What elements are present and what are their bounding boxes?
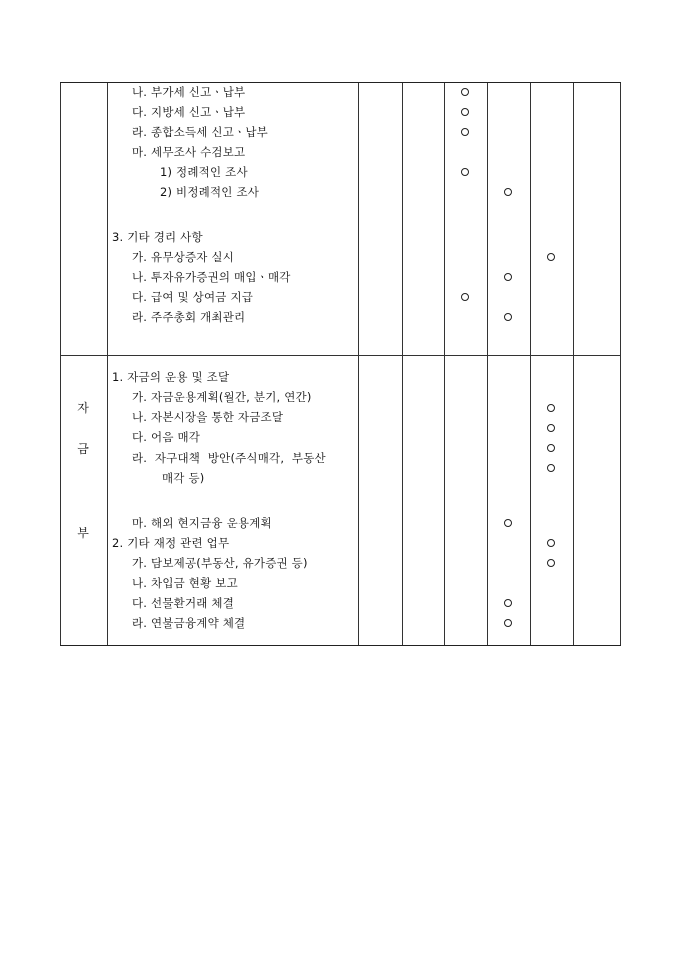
column-divider — [487, 83, 488, 645]
task-label-continuation: 매각 등) — [162, 471, 205, 485]
task-label: 라. 자구대책 방안(주식매각, 부동산 — [132, 451, 326, 465]
task-label: 나. 자본시장을 통한 자금조달 — [132, 410, 284, 424]
approval-circle-mark — [504, 188, 512, 196]
task-label: 마. 해외 현지금융 운용계획 — [132, 516, 272, 530]
task-label: 다. 급여 및 상여금 지급 — [132, 290, 254, 304]
department-label: 자 — [77, 401, 89, 415]
column-divider — [402, 83, 403, 645]
task-label: 라. 종합소득세 신고ㆍ납부 — [132, 125, 268, 139]
column-divider — [530, 83, 531, 645]
approval-circle-mark — [547, 539, 555, 547]
approval-circle-mark — [547, 253, 555, 261]
section-divider — [60, 355, 621, 356]
task-label: 라. 주주총회 개최관리 — [132, 310, 246, 324]
column-divider — [358, 83, 359, 645]
task-label: 나. 부가세 신고ㆍ납부 — [132, 85, 246, 99]
section-heading: 1. 자금의 운용 및 조달 — [112, 370, 230, 384]
task-label: 2) 비정례적인 조사 — [160, 185, 260, 199]
section-heading: 3. 기타 경리 사항 — [112, 230, 203, 244]
approval-circle-mark — [547, 404, 555, 412]
approval-circle-mark — [547, 559, 555, 567]
approval-authority-table — [60, 82, 621, 646]
approval-circle-mark — [504, 273, 512, 281]
task-label: 마. 세무조사 수검보고 — [132, 145, 246, 159]
column-divider — [444, 83, 445, 645]
task-label: 가. 담보제공(부동산, 유가증권 등) — [132, 556, 308, 570]
approval-circle-mark — [461, 108, 469, 116]
approval-circle-mark — [461, 88, 469, 96]
approval-circle-mark — [504, 519, 512, 527]
task-label: 나. 투자유가증권의 매입ㆍ매각 — [132, 270, 291, 284]
approval-circle-mark — [504, 599, 512, 607]
approval-circle-mark — [461, 128, 469, 136]
table-border-right — [620, 83, 621, 645]
task-label: 다. 지방세 신고ㆍ납부 — [132, 105, 246, 119]
section-heading: 2. 기타 재정 관련 업무 — [112, 536, 230, 550]
approval-circle-mark — [504, 313, 512, 321]
task-label: 라. 연불금융계약 체결 — [132, 616, 246, 630]
task-label: 1) 정례적인 조사 — [160, 165, 248, 179]
task-label: 다. 어음 매각 — [132, 430, 201, 444]
task-label: 가. 자금운용계획(월간, 분기, 연간) — [132, 390, 312, 404]
department-label: 금 — [77, 442, 89, 456]
table-border-left — [60, 83, 61, 645]
task-label: 나. 차입금 현황 보고 — [132, 576, 238, 590]
column-divider — [573, 83, 574, 645]
approval-circle-mark — [547, 424, 555, 432]
approval-circle-mark — [547, 464, 555, 472]
approval-circle-mark — [461, 293, 469, 301]
approval-circle-mark — [504, 619, 512, 627]
department-label: 부 — [77, 526, 89, 540]
task-label: 다. 선물환거래 체결 — [132, 596, 235, 610]
column-divider — [107, 83, 108, 645]
approval-circle-mark — [547, 444, 555, 452]
task-label: 가. 유무상증자 실시 — [132, 250, 235, 264]
approval-circle-mark — [461, 168, 469, 176]
